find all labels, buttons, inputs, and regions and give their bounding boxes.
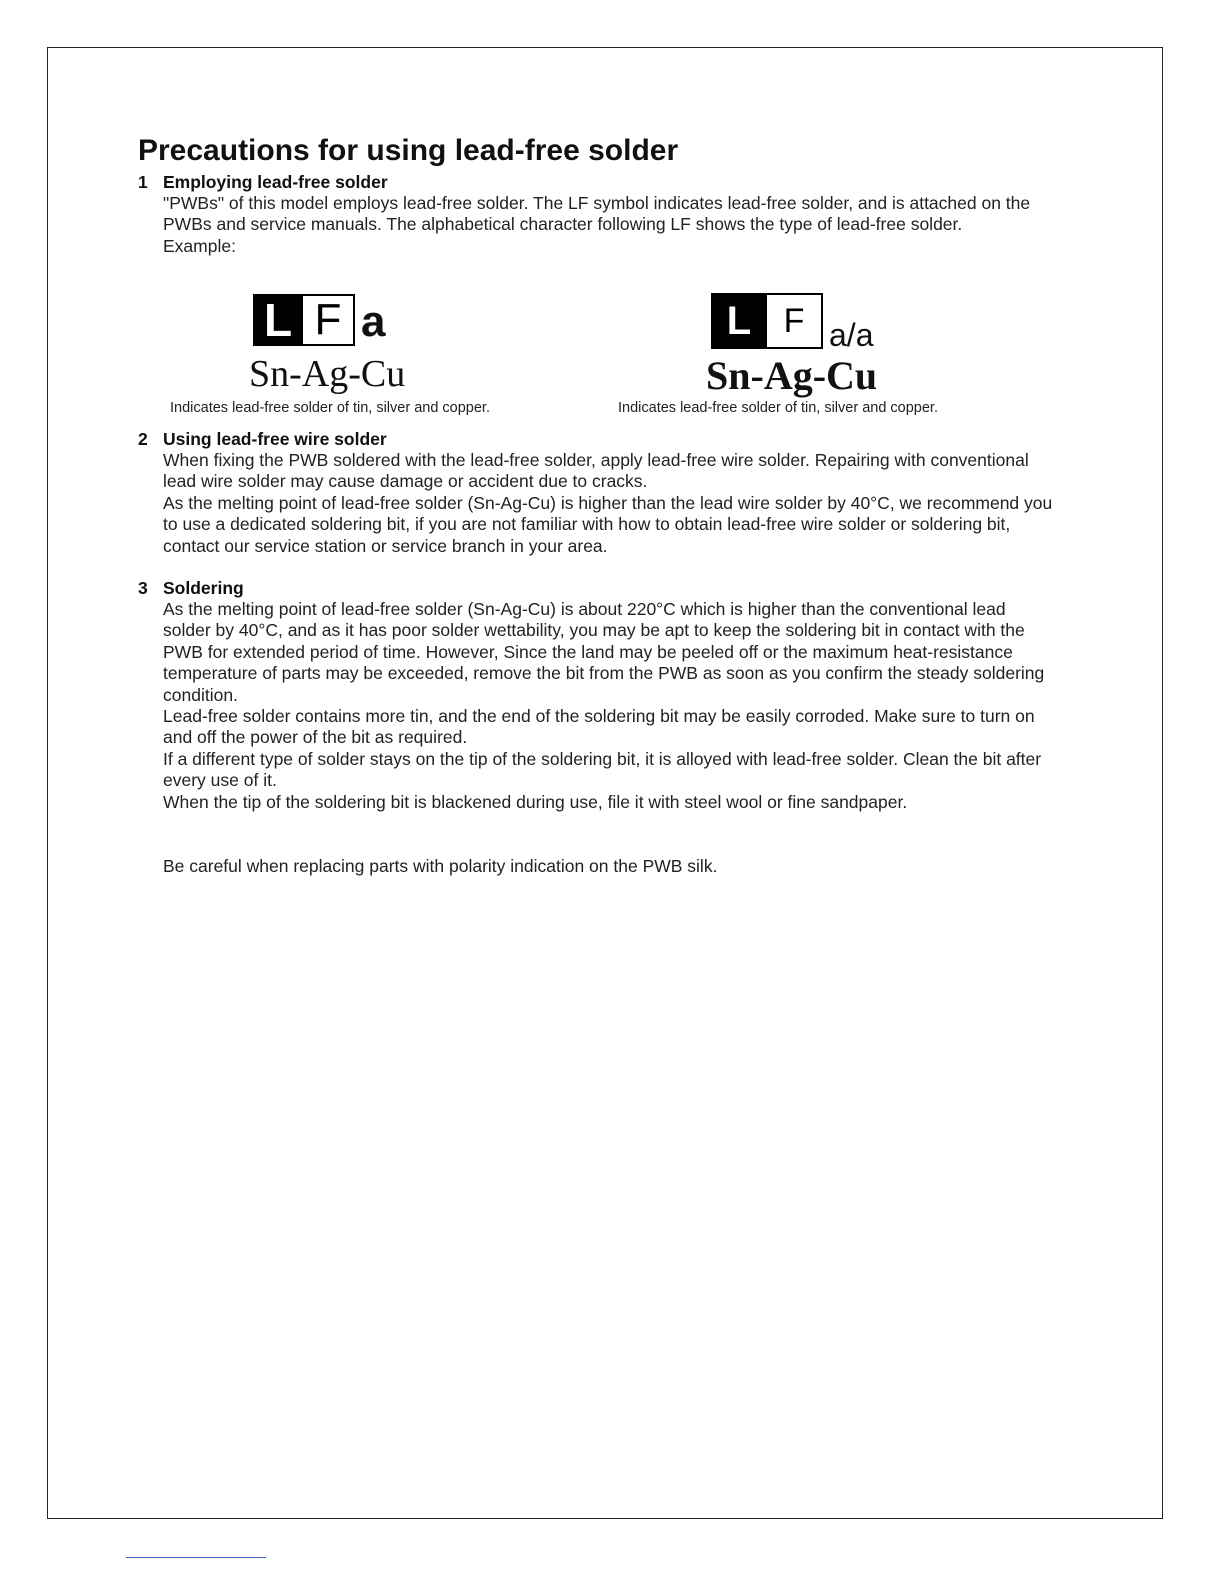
lf-l-box: L (253, 294, 303, 346)
lf-symbol-example-a (253, 294, 385, 346)
paragraph: If a different type of solder stays on the tip of the soldering bit, it is alloyed with lead-free solder. Clean the bit after every use of it. (163, 748, 1042, 791)
paragraph: Example: (163, 235, 236, 256)
paragraph: When the tip of the soldering bit is blackened during use, file it with steel wool or fine sandpaper. (163, 791, 908, 812)
section-using-lead-free-wire-solder (138, 429, 1058, 557)
lf-suffix: a/a (829, 317, 874, 353)
section-body (163, 450, 1058, 557)
lf-f-box: F (767, 293, 823, 349)
lf-l-box: L (711, 293, 767, 349)
section-number: 3 (138, 578, 148, 598)
section-heading (138, 429, 1058, 450)
section-body (163, 599, 1058, 813)
polarity-note: Be careful when replacing parts with polarity indication on the PWB silk. (163, 856, 718, 876)
lf-f-box: F (303, 294, 355, 346)
section-heading (138, 172, 1058, 193)
section-body (163, 193, 1058, 257)
section-title: Using lead-free wire solder (163, 429, 387, 449)
footer-link-underline[interactable] (126, 1557, 266, 1558)
paragraph: "PWBs" of this model employs lead-free solder. The LF symbol indicates lead-free solder, and is attached on the PWBs and service manuals. The alphabetical character following LF shows the type of lead-free solder. (163, 193, 1031, 235)
section-employing-lead-free-solder (138, 172, 1058, 257)
paragraph: As the melting point of lead-free solder (Sn-Ag-Cu) is higher than the lead wire solder by 40°C, we recommend you to use a dedicated soldering bit, if you are not familiar with how to obtain lead-free wire solder or soldering bit, contact our service station or service branch in your area. (163, 492, 1053, 556)
paragraph: When fixing the PWB soldered with the lead-free solder, apply lead-free wire solder. Repairing with conventional lead wire solder may cause damage or accident due to cracks. (163, 450, 1029, 492)
lf-symbol-example-a-a (711, 293, 874, 353)
example-caption: Indicates lead-free solder of tin, silver and copper. (618, 400, 938, 416)
example-caption: Indicates lead-free solder of tin, silver and copper. (170, 400, 490, 416)
paragraph: Lead-free solder contains more tin, and the end of the soldering bit may be easily corroded. Make sure to turn on and off the power of the bit as required. (163, 706, 1035, 748)
lf-suffix: a (361, 297, 386, 346)
section-heading (138, 578, 1058, 599)
paragraph: As the melting point of lead-free solder (Sn-Ag-Cu) is about 220°C which is higher than the conventional lead solder by 40°C, and as it has poor solder wettability, you may be apt to keep the soldering bit in contact with the PWB for extended period of time. However, Since the land may be peeled off or the maximum heat-resistance temperature of parts may be exceeded, remove the bit from the PWB as soon as you confirm the steady soldering condition. (163, 599, 1045, 705)
section-number: 1 (138, 172, 148, 192)
section-number: 2 (138, 429, 148, 449)
alloy-label: Sn-Ag-Cu (706, 353, 878, 398)
section-title: Employing lead-free solder (163, 172, 388, 192)
section-soldering (138, 578, 1058, 813)
alloy-label: Sn-Ag-Cu (249, 353, 406, 395)
section-title: Soldering (163, 578, 244, 598)
page-title: Precautions for using lead-free solder (138, 134, 679, 167)
